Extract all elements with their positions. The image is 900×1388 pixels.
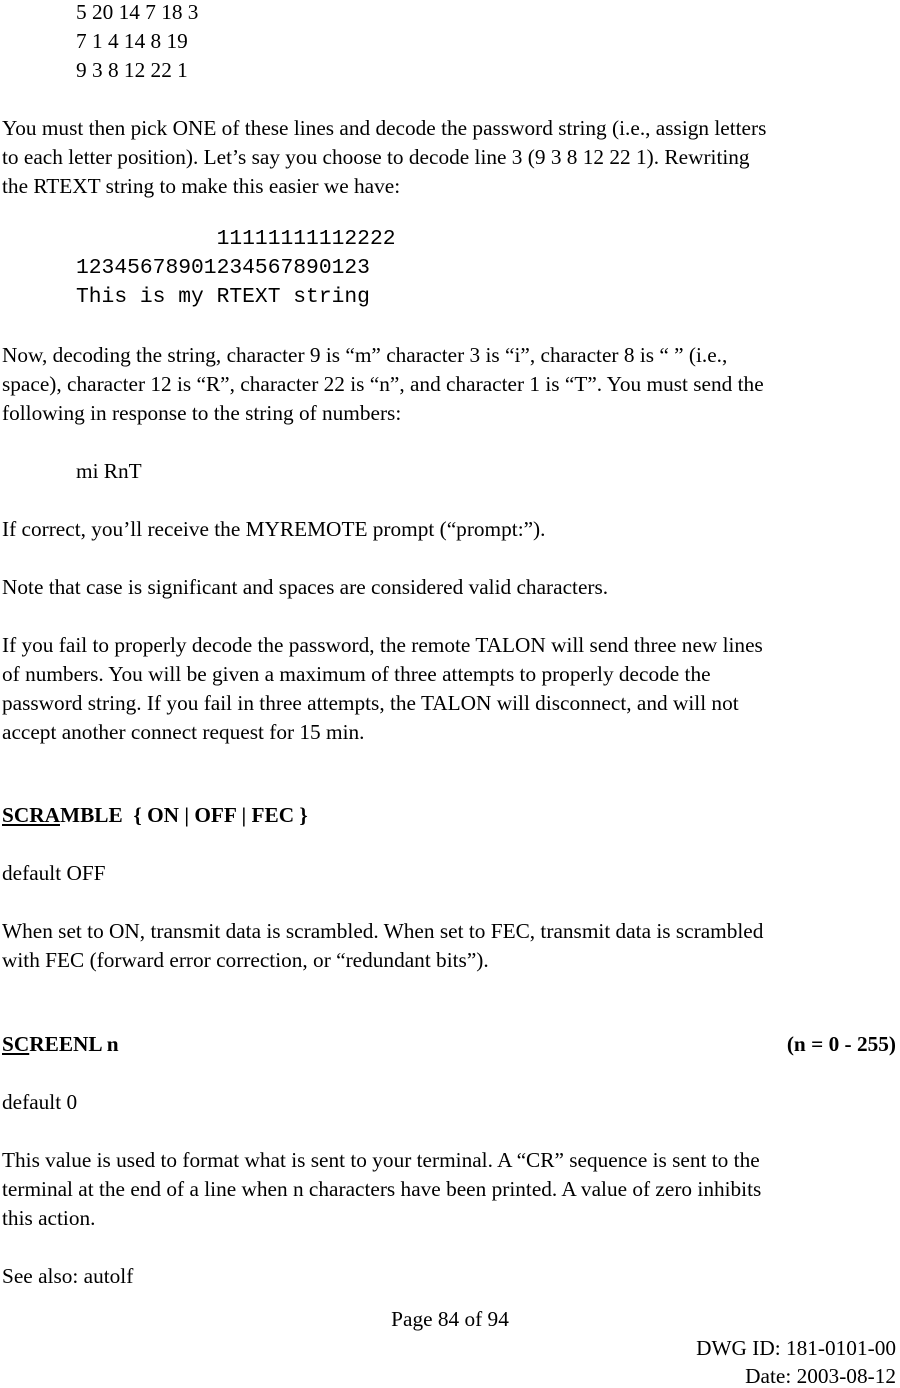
heading-rest: MBLE { ON | OFF | FEC } xyxy=(59,803,308,827)
paragraph-line: following in response to the string of numbers: xyxy=(2,401,402,425)
see-also: See also: autolf xyxy=(2,1264,134,1288)
paragraph-line: If correct, you’ll receive the MYREMOTE prompt (“prompt:”). xyxy=(2,517,546,541)
page-number: Page 84 of 94 xyxy=(391,1307,509,1331)
heading-underlined-part: SCRA xyxy=(2,803,60,827)
rtext-ones-row: 12345678901234567890123 xyxy=(76,256,370,280)
paragraph-line: terminal at the end of a line when n characters have been printed. A value of zero inhibits xyxy=(2,1177,762,1201)
paragraph-line: this action. xyxy=(2,1206,96,1230)
paragraph-line: If you fail to properly decode the password, the remote TALON will send three new lines xyxy=(2,633,763,657)
rtext-tens-row: 11111111112222 xyxy=(76,227,396,251)
heading-rest: REENL n xyxy=(29,1032,119,1056)
document-date: Date: 2003-08-12 xyxy=(745,1364,896,1388)
screenl-range: (n = 0 - 255) xyxy=(786,1032,896,1056)
paragraph-line: space), character 12 is “R”, character 22 is “n”, and character 1 is “T”. You must send the xyxy=(2,372,764,396)
scramble-heading xyxy=(2,805,308,826)
paragraph-line: Now, decoding the string, character 9 is “m” character 3 is “i”, character 8 is “ ” (i.e., xyxy=(2,343,728,367)
code-line: 7 1 4 14 8 19 xyxy=(76,29,188,53)
paragraph-line: You must then pick ONE of these lines and decode the password string (i.e., assign letters xyxy=(2,116,767,140)
paragraph-line: Note that case is significant and spaces are considered valid characters. xyxy=(2,575,609,599)
paragraph-line: This value is used to format what is sent to your terminal. A “CR” sequence is sent to the xyxy=(2,1148,760,1172)
rtext-string-row: This is my RTEXT string xyxy=(76,285,370,309)
code-line: 9 3 8 12 22 1 xyxy=(76,58,188,82)
code-line: 5 20 14 7 18 3 xyxy=(76,0,199,24)
screenl-default: default 0 xyxy=(2,1090,78,1114)
heading-underlined-part: SC xyxy=(2,1032,30,1056)
paragraph-line: to each letter position). Let’s say you choose to decode line 3 (9 3 8 12 22 1). Rewriting xyxy=(2,145,750,169)
paragraph-line: of numbers. You will be given a maximum of three attempts to properly decode the xyxy=(2,662,711,686)
paragraph-line: When set to ON, transmit data is scrambled. When set to FEC, transmit data is scrambled xyxy=(2,919,764,943)
scramble-default: default OFF xyxy=(2,861,106,885)
paragraph-line: the RTEXT string to make this easier we have: xyxy=(2,174,401,198)
paragraph-line: with FEC (forward error correction, or “redundant bits”). xyxy=(2,948,489,972)
paragraph-line: accept another connect request for 15 min. xyxy=(2,720,365,744)
paragraph-line: password string. If you fail in three attempts, the TALON will disconnect, and will not xyxy=(2,691,739,715)
response-example: mi RnT xyxy=(76,459,142,483)
drawing-id: DWG ID: 181-0101-00 xyxy=(696,1336,896,1360)
screenl-heading xyxy=(2,1034,119,1055)
